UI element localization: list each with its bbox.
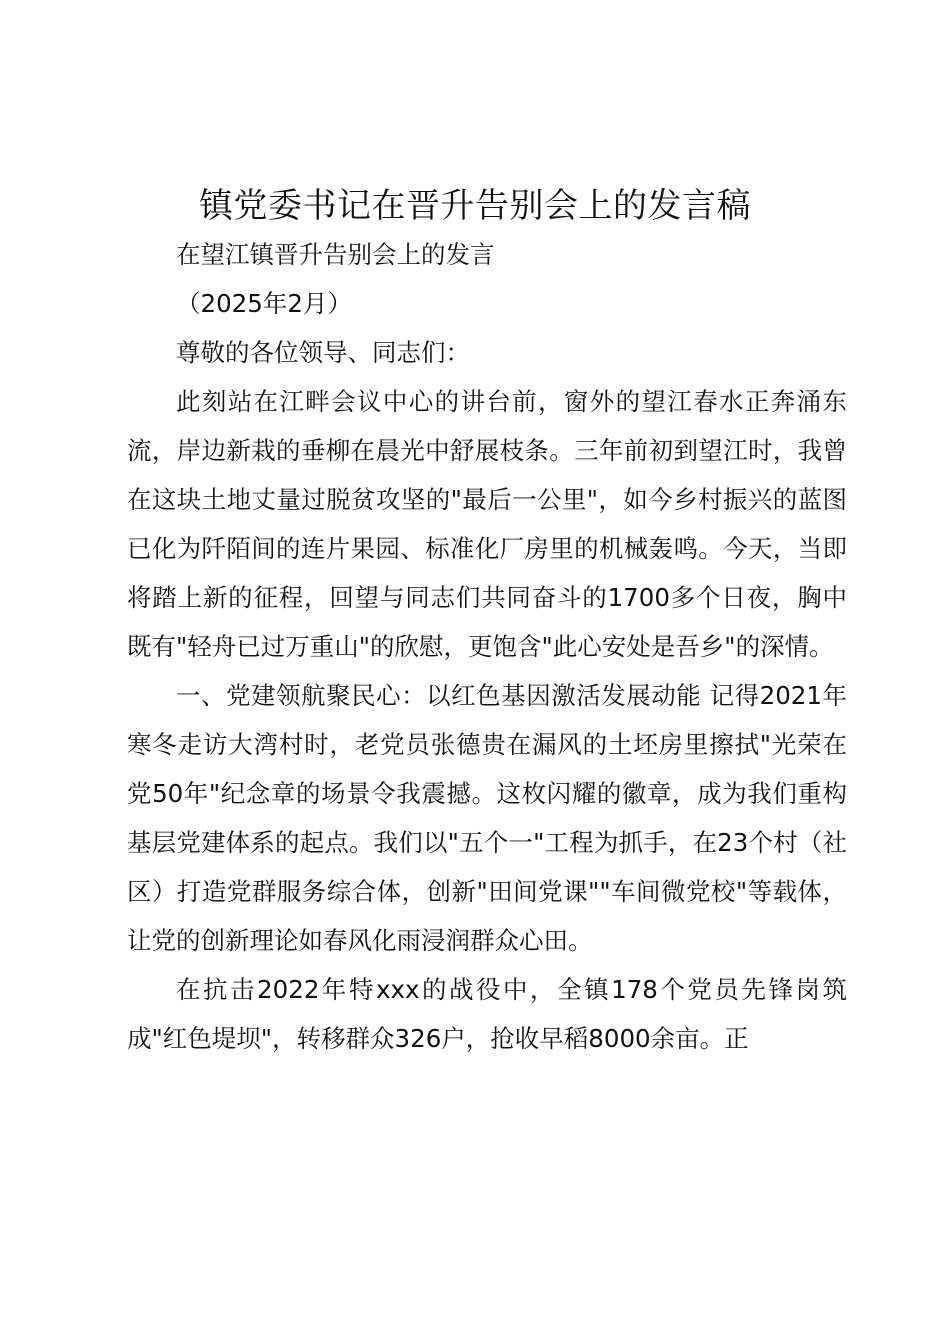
document-date: （2025年2月）: [176, 289, 352, 318]
body-paragraph: 在抗击2022年特xxx的战役中，全镇178个党员先锋岗筑成"红色堤坝"，转移群众326户，抢收早稻8000余亩。正: [127, 975, 847, 1053]
document-title: 镇党委书记在晋升告别会上的发言稿: [199, 186, 751, 226]
document-subtitle: 在望江镇晋升告别会上的发言: [176, 240, 495, 269]
document-body: [127, 230, 847, 1063]
body-paragraph: 此刻站在江畔会议中心的讲台前，窗外的望江春水正奔涌东流，岸边新栽的垂柳在晨光中舒展枝条。三年前初到望江时，我曾在这块土地丈量过脱贫攻坚的"最后一公里"，如今乡村振兴的蓝图已化为阡陌间的连片果园、标准化厂房里的机械轰鸣。今天，当即将踏上新的征程，回望与同志们共同奋斗的1700多个日夜，胸中既有"轻舟已过万重山"的欣慰，更饱含"此心安处是吾乡"的深情。: [127, 387, 847, 661]
document-salutation: 尊敬的各位领导、同志们：: [176, 338, 470, 367]
body-paragraph: 一、党建领航聚民心：以红色基因激活发展动能 记得2021年寒冬走访大湾村时，老党员张德贵在漏风的土坯房里擦拭"光荣在党50年"纪念章的场景令我震撼。这枚闪耀的徽章，成为我们重构基层党建体系的起点。我们以"五个一"工程为抓手，在23个村（社区）打造党群服务综合体，创新"田间党课""车间微党校"等载体，让党的创新理论如春风化雨浸润群众心田。: [127, 681, 847, 955]
